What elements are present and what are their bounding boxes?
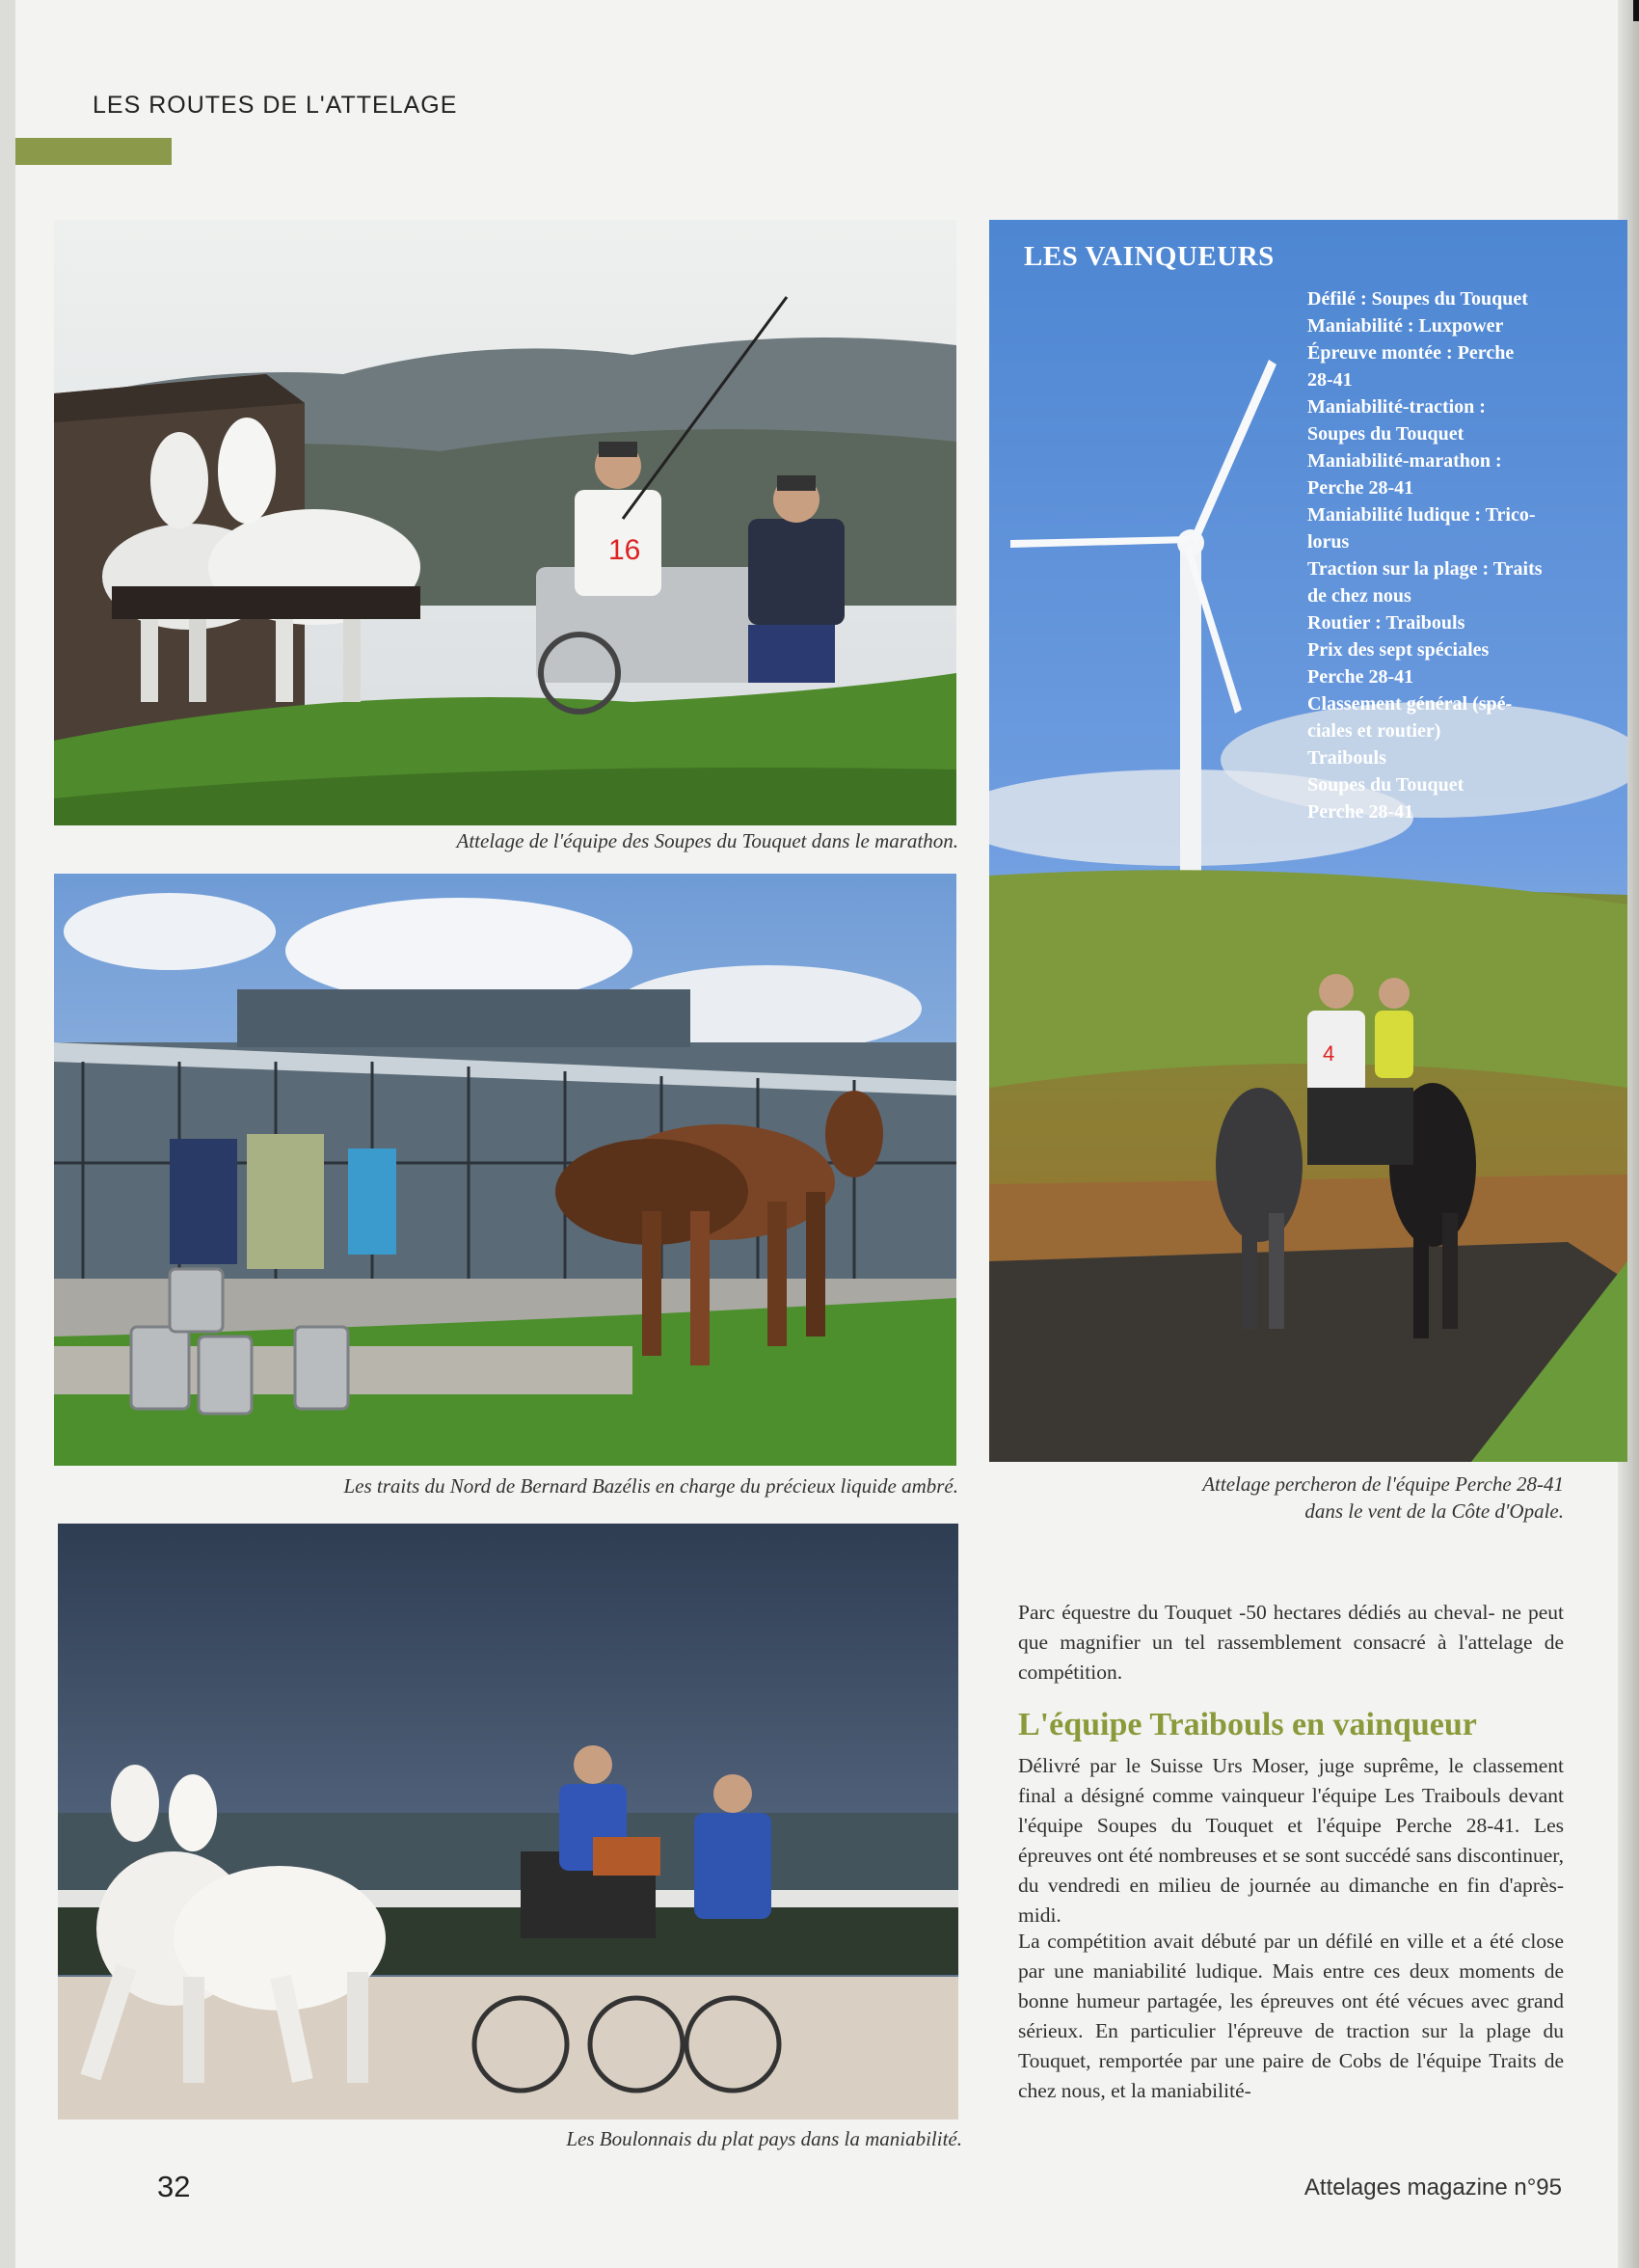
article-paragraph-2: La compétition avait débuté par un défilé en ville et a été close par une maniabilité ludique. Mais entre ces deux moments de bonne humeur partagée, les épreuves ont été vécues avec grand sérieux. En particulier l'épreuve de traction sur la plage du Touquet, remportée par une paire de Cobs de l'équipe Traits de chez nous, et la maniabilité- bbox=[1018, 1930, 1564, 2102]
winners-line: lorus bbox=[1307, 531, 1350, 553]
caption-percheron-line1: Attelage percheron de l'équipe Perche 28-41 bbox=[1202, 1472, 1564, 1496]
caption-boulonnais: Les Boulonnais du plat pays dans la maniabilité. bbox=[566, 2127, 962, 2150]
caption-kegs: Les traits du Nord de Bernard Bazélis en charge du précieux liquide ambré. bbox=[343, 1474, 958, 1498]
winners-line: Maniabilité-marathon : bbox=[1307, 450, 1502, 472]
caption-percheron-line2: dans le vent de la Côte d'Opale. bbox=[1304, 1499, 1564, 1523]
winners-line: Perche 28-41 bbox=[1307, 801, 1414, 823]
winners-line: Soupes du Touquet bbox=[1307, 774, 1464, 796]
winners-line: Défilé : Soupes du Touquet bbox=[1307, 288, 1528, 310]
winners-line: Prix des sept spéciales bbox=[1307, 639, 1490, 661]
article-heading: L'équipe Traibouls en vainqueur bbox=[1018, 1707, 1477, 1742]
winners-line: Maniabilité ludique : Trico- bbox=[1307, 504, 1536, 526]
caption-percheron bbox=[989, 1471, 1564, 1525]
winners-line: Perche 28-41 bbox=[1307, 477, 1414, 499]
edge-mark bbox=[1633, 0, 1639, 21]
winners-line: Épreuve montée : Perche bbox=[1307, 342, 1515, 364]
winners-line: ciales et routier) bbox=[1307, 720, 1441, 742]
photo-marathon bbox=[54, 220, 956, 825]
winners-line: Perche 28-41 bbox=[1307, 666, 1414, 688]
winners-line: Classement général (spé- bbox=[1307, 693, 1513, 715]
section-header: LES ROUTES DE L'ATTELAGE bbox=[93, 92, 458, 119]
winners-line: Traction sur la plage : Traits bbox=[1307, 558, 1543, 580]
page-number: 32 bbox=[157, 2170, 191, 2203]
marathon-bib-number: 16 bbox=[608, 534, 641, 566]
winners-line: Soupes du Touquet bbox=[1307, 423, 1464, 445]
winners-line: Routier : Traibouls bbox=[1307, 612, 1465, 634]
percheron-bib-number: 4 bbox=[1323, 1041, 1335, 1066]
magazine-issue: Attelages magazine n°95 bbox=[1303, 2174, 1562, 2200]
photo-kegs bbox=[54, 874, 956, 1466]
page-edge-left bbox=[0, 0, 15, 2268]
photo-boulonnais bbox=[58, 1524, 958, 2120]
winners-title: LES VAINQUEURS bbox=[1024, 241, 1275, 272]
winners-line: de chez nous bbox=[1307, 585, 1411, 607]
winners-line: Traibouls bbox=[1307, 747, 1386, 769]
caption-marathon: Attelage de l'équipe des Soupes du Touquet dans le marathon. bbox=[456, 829, 958, 852]
section-accent-bar bbox=[15, 138, 172, 165]
winners-list bbox=[1307, 285, 1558, 825]
article-paragraph-1: Délivré par le Suisse Urs Moser, juge suprême, le classement final a désigné comme vainqueur l'équipe Les Traibouls devant l'équipe Soupes du Touquet et l'équipe Perche 28-41. Les épreuves ont été nombreuses et se sont succédé sans discontinuer, du vendredi en milieu de journée au dimanche en fin d'après-midi. bbox=[1018, 1754, 1564, 1927]
article-intro: Parc équestre du Touquet -50 hectares dédiés au cheval- ne peut que magnifier un tel rassemblement consacré à l'attelage de compétition. bbox=[1018, 1601, 1564, 1684]
winners-line: Maniabilité : Luxpower bbox=[1307, 315, 1504, 337]
winners-line: 28-41 bbox=[1307, 369, 1353, 391]
winners-line: Maniabilité-traction : bbox=[1307, 396, 1486, 418]
